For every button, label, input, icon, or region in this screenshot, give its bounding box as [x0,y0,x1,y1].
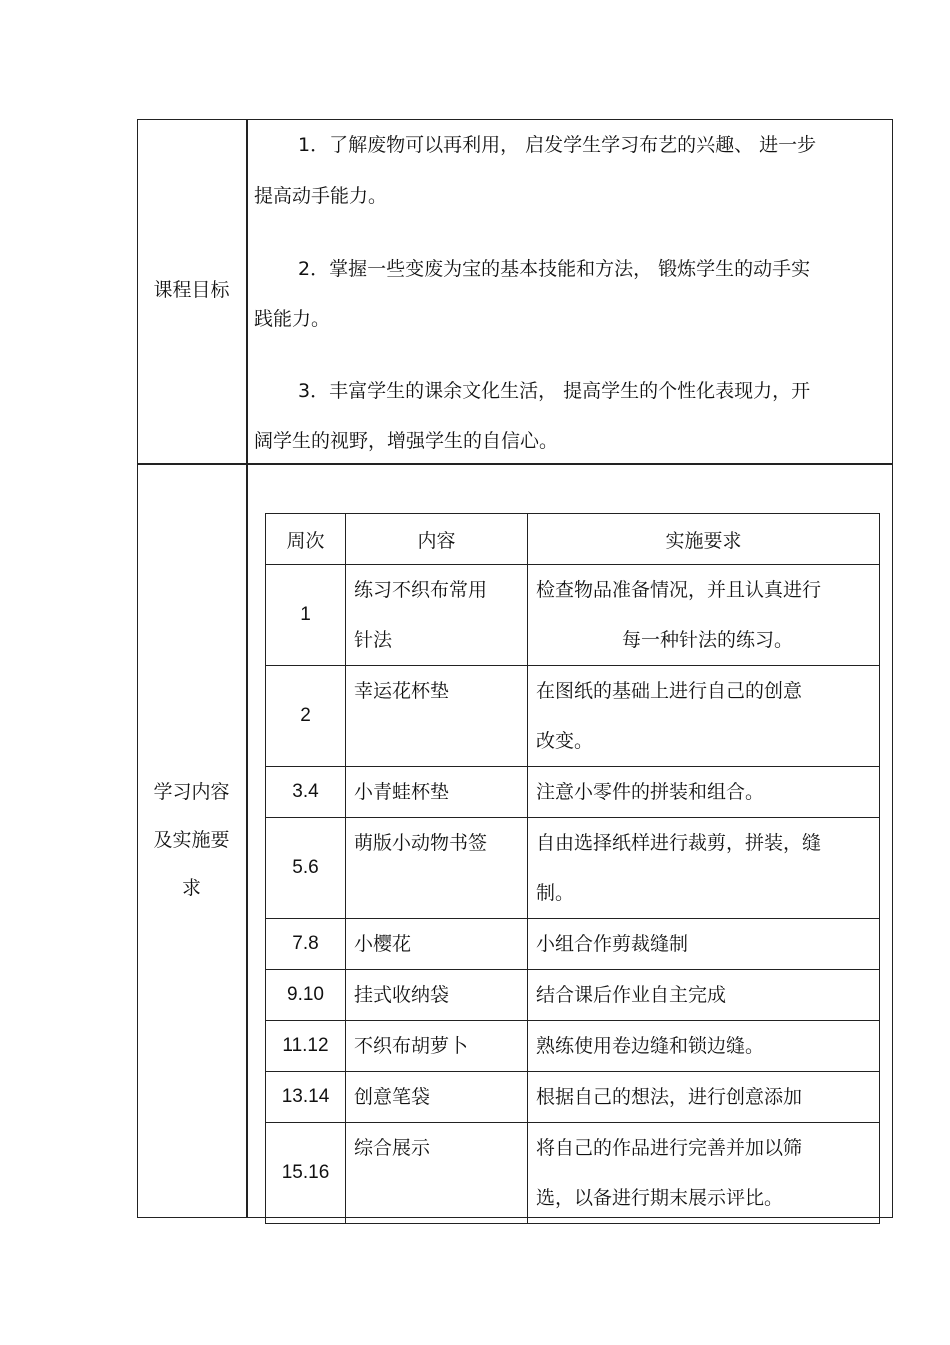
requirement-cell [528,919,880,970]
requirement-cell [528,818,880,919]
schedule-table [265,513,880,1224]
requirement-text: 选，以备进行期末展示评比。 [536,1187,784,1209]
table-row [266,1072,880,1123]
requirement-text: 熟练使用卷边缝和锁边缝。 [536,1035,765,1057]
goal-line: 2．掌握一些变废为宝的基本技能和方法， 锻炼学生的动手实 [298,258,811,280]
week-cell: 2 [266,666,346,767]
requirement-text: 检查物品准备情况，并且认真进行 [536,579,822,601]
requirement-text: 小组合作剪裁缝制 [536,933,689,955]
content-cell [346,565,528,666]
content-text: 小青蛙杯垫 [354,781,450,803]
content-text: 萌版小动物书签 [354,832,488,854]
content-text: 创意笔袋 [354,1086,431,1108]
content-text: 综合展示 [354,1137,431,1159]
table-row [266,767,880,818]
content-cell [346,666,528,767]
goal-line: 提高动手能力。 [254,185,388,207]
section-divider [137,463,893,465]
requirement-text: 根据自己的想法，进行创意添加 [536,1086,803,1108]
week-cell: 5.6 [266,818,346,919]
content-text: 挂式收纳袋 [354,984,450,1006]
requirement-text: 制。 [536,882,575,904]
week-cell: 15.16 [266,1123,346,1224]
week-cell: 13.14 [266,1072,346,1123]
content-label-line: 及实施要 [153,829,230,851]
content-label-line: 学习内容 [153,781,230,803]
column-divider [246,119,248,1218]
table-row [266,970,880,1021]
week-cell: 9.10 [266,970,346,1021]
table-row [266,818,880,919]
week-cell: 1 [266,565,346,666]
content-label [137,768,246,912]
content-text: 针法 [354,629,393,651]
requirement-text: 注意小零件的拼装和组合。 [536,781,765,803]
content-cell [346,1123,528,1224]
requirement-text: 改变。 [536,730,594,752]
requirement-text: 结合课后作业自主完成 [536,984,727,1006]
content-cell [346,919,528,970]
requirement-cell [528,565,880,666]
week-cell: 11.12 [266,1021,346,1072]
table-row [266,1123,880,1224]
requirement-text: 自由选择纸样进行裁剪，拼装，缝 [536,832,822,854]
content-text: 小樱花 [354,933,412,955]
table-row [266,666,880,767]
content-text: 幸运花杯垫 [354,680,450,702]
week-cell: 7.8 [266,919,346,970]
goal-line: 阔学生的视野，增强学生的自信心。 [254,430,559,452]
requirement-cell [528,1021,880,1072]
table-header-row [266,514,880,565]
header-requirement: 实施要求 [528,514,880,565]
table-row [266,919,880,970]
goals-label: 课程目标 [153,279,230,301]
content-cell [346,767,528,818]
requirement-text: 在图纸的基础上进行自己的创意 [536,680,803,702]
goal-line: 践能力。 [254,308,331,330]
week-cell: 3.4 [266,767,346,818]
table-row [266,1021,880,1072]
content-text: 不织布胡萝卜 [354,1035,469,1057]
content-text: 练习不织布常用 [354,579,488,601]
requirement-cell [528,666,880,767]
header-week: 周次 [266,514,346,565]
requirement-text: 将自己的作品进行完善并加以筛 [536,1137,803,1159]
requirement-cell [528,970,880,1021]
content-cell [346,970,528,1021]
goal-line: 3．丰富学生的课余文化生活， 提高学生的个性化表现力，开 [298,380,811,402]
requirement-cell [528,767,880,818]
requirement-text: 每一种针法的练习。 [621,629,793,651]
content-cell [346,1021,528,1072]
content-label-line: 求 [181,877,201,899]
table-row [266,565,880,666]
requirement-cell [528,1072,880,1123]
content-cell [346,818,528,919]
requirement-cell [528,1123,880,1224]
header-content: 内容 [346,514,528,565]
goal-line: 1．了解废物可以再利用， 启发学生学习布艺的兴趣、 进一步 [298,134,817,156]
content-cell [346,1072,528,1123]
